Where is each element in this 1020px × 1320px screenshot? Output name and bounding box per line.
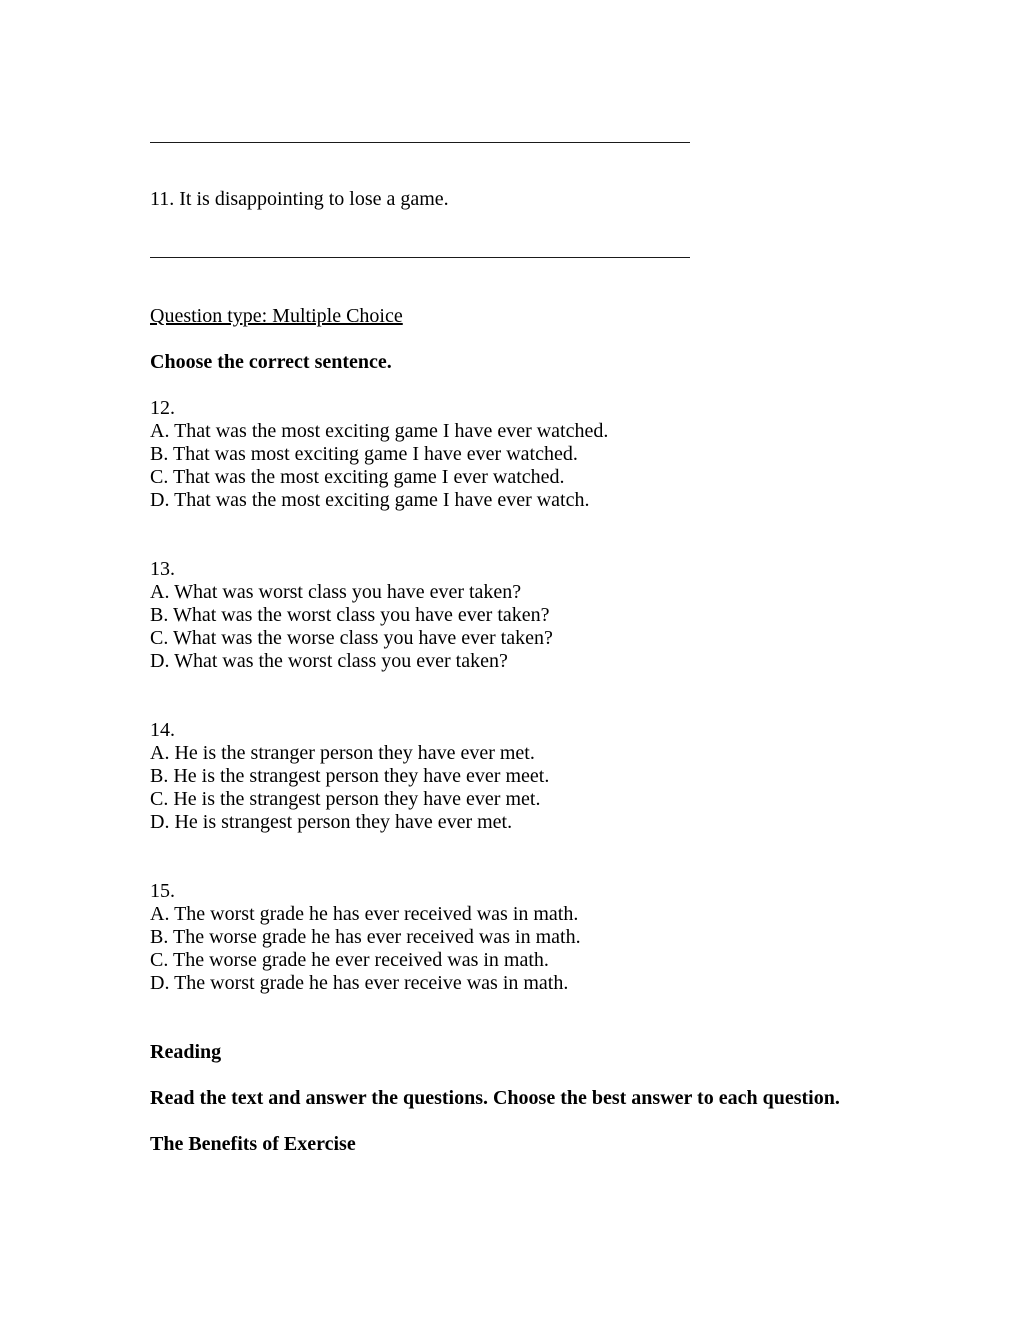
answer-blank-line <box>150 257 690 258</box>
option-b: B. What was the worst class you have ever taken? <box>150 604 550 626</box>
question-type-heading: Question type: Multiple Choice <box>150 305 403 327</box>
reading-section-heading: Reading <box>150 1041 222 1063</box>
passage-title: The Benefits of Exercise <box>150 1133 356 1155</box>
question-12 <box>150 397 1000 512</box>
question-13 <box>150 558 1000 673</box>
question-number: 13. <box>150 558 175 580</box>
mc-instruction: Choose the correct sentence. <box>150 351 392 373</box>
option-a: A. What was worst class you have ever taken? <box>150 581 522 603</box>
option-a: A. The worst grade he has ever received was in math. <box>150 903 579 925</box>
option-c: C. That was the most exciting game I ever watched. <box>150 466 565 488</box>
question-14 <box>150 719 1000 834</box>
option-d: D. He is strangest person they have ever met. <box>150 811 513 833</box>
question-number: 14. <box>150 719 175 741</box>
answer-blank-line <box>150 142 690 143</box>
question-number: 15. <box>150 880 175 902</box>
option-c: C. He is the strangest person they have ever met. <box>150 788 541 810</box>
option-c: C. The worse grade he ever received was in math. <box>150 949 549 971</box>
writing-item-11: 11. It is disappointing to lose a game. <box>150 188 449 210</box>
option-c: C. What was the worse class you have ever taken? <box>150 627 553 649</box>
option-d: D. What was the worst class you ever taken? <box>150 650 508 672</box>
reading-instruction: Read the text and answer the questions. Choose the best answer to each question. <box>150 1087 840 1109</box>
option-d: D. That was the most exciting game I have ever watch. <box>150 489 590 511</box>
option-a: A. He is the stranger person they have ever met. <box>150 742 535 764</box>
option-a: A. That was the most exciting game I have ever watched. <box>150 420 609 442</box>
option-d: D. The worst grade he has ever receive was in math. <box>150 972 569 994</box>
question-number: 12. <box>150 397 175 419</box>
question-15 <box>150 880 1000 995</box>
option-b: B. That was most exciting game I have ever watched. <box>150 443 578 465</box>
option-b: B. The worse grade he has ever received was in math. <box>150 926 581 948</box>
document-content <box>150 0 1000 1156</box>
option-b: B. He is the strangest person they have ever meet. <box>150 765 550 787</box>
